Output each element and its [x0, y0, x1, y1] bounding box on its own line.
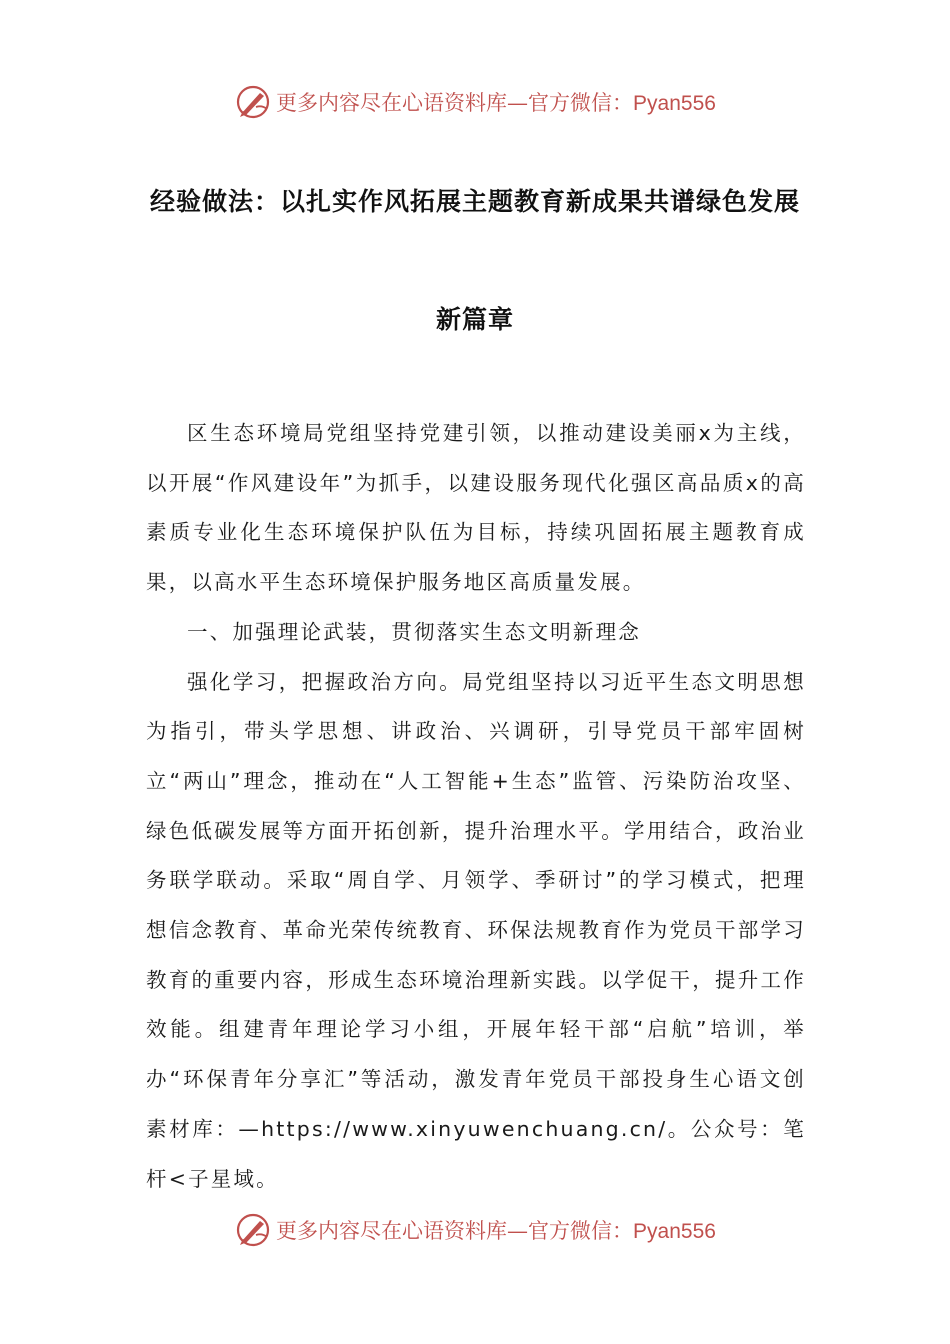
header-watermark-banner — [0, 80, 950, 124]
paragraph-study: 强化学习，把握政治方向。局党组坚持以习近平生态文明思想为指引，带头学思想、讲政治、兴调研，引导党员干部牢固树立“两山”理念，推动在“人工智能+生态”监管、污染防治攻坚、绿色低碳发展等方面开拓创新，提升治理水平。学用结合，政治业务联学联动。采取“周自学、月领学、季研讨”的学习模式，把理想信念教育、革命光荣传统教育、环保法规教育作为党员干部学习教育的重要内容，形成生态环境治理新实践。以学促干，提升工作效能。组建青年理论学习小组，开展年轻干部“启航”培训，举办“环保青年分享汇”等活动，激发青年党员干部投身生心语文创素材库：—https://www.xinyuwenchuang.cn/。公众号：笔杆<子星域。 — [146, 669, 806, 1191]
wechat-id: Pyan556 — [633, 92, 716, 115]
footer-watermark-text: 更多内容尽在心语资料库—官方微信：Pyan556 — [276, 1219, 716, 1243]
header-watermark-text: 更多内容尽在心语资料库—官方微信：Pyan556 — [276, 91, 716, 115]
pen-logo-icon — [234, 1211, 272, 1249]
wechat-id: Pyan556 — [633, 1220, 716, 1243]
document-title-line-1: 经验做法：以扎实作风拓展主题教育新成果共谱绿色发展 — [149, 187, 800, 216]
pen-logo-icon — [234, 83, 272, 121]
document-title-line-2: 新篇章 — [435, 305, 514, 334]
section-heading-1: 一、加强理论武装，贯彻落实生态文明新理念 — [187, 619, 641, 644]
paragraph-intro: 区生态环境局党组坚持党建引领，以推动建设美丽x为主线，以开展“作风建设年”为抓手，以建设服务现代化强区高品质x的高素质专业化生态环境保护队伍为目标，持续巩固拓展主题教育成果，以高水平生态环境保护服务地区高质量发展。 — [146, 421, 806, 595]
document-body — [146, 409, 806, 1204]
footer-watermark-banner — [0, 1208, 950, 1252]
